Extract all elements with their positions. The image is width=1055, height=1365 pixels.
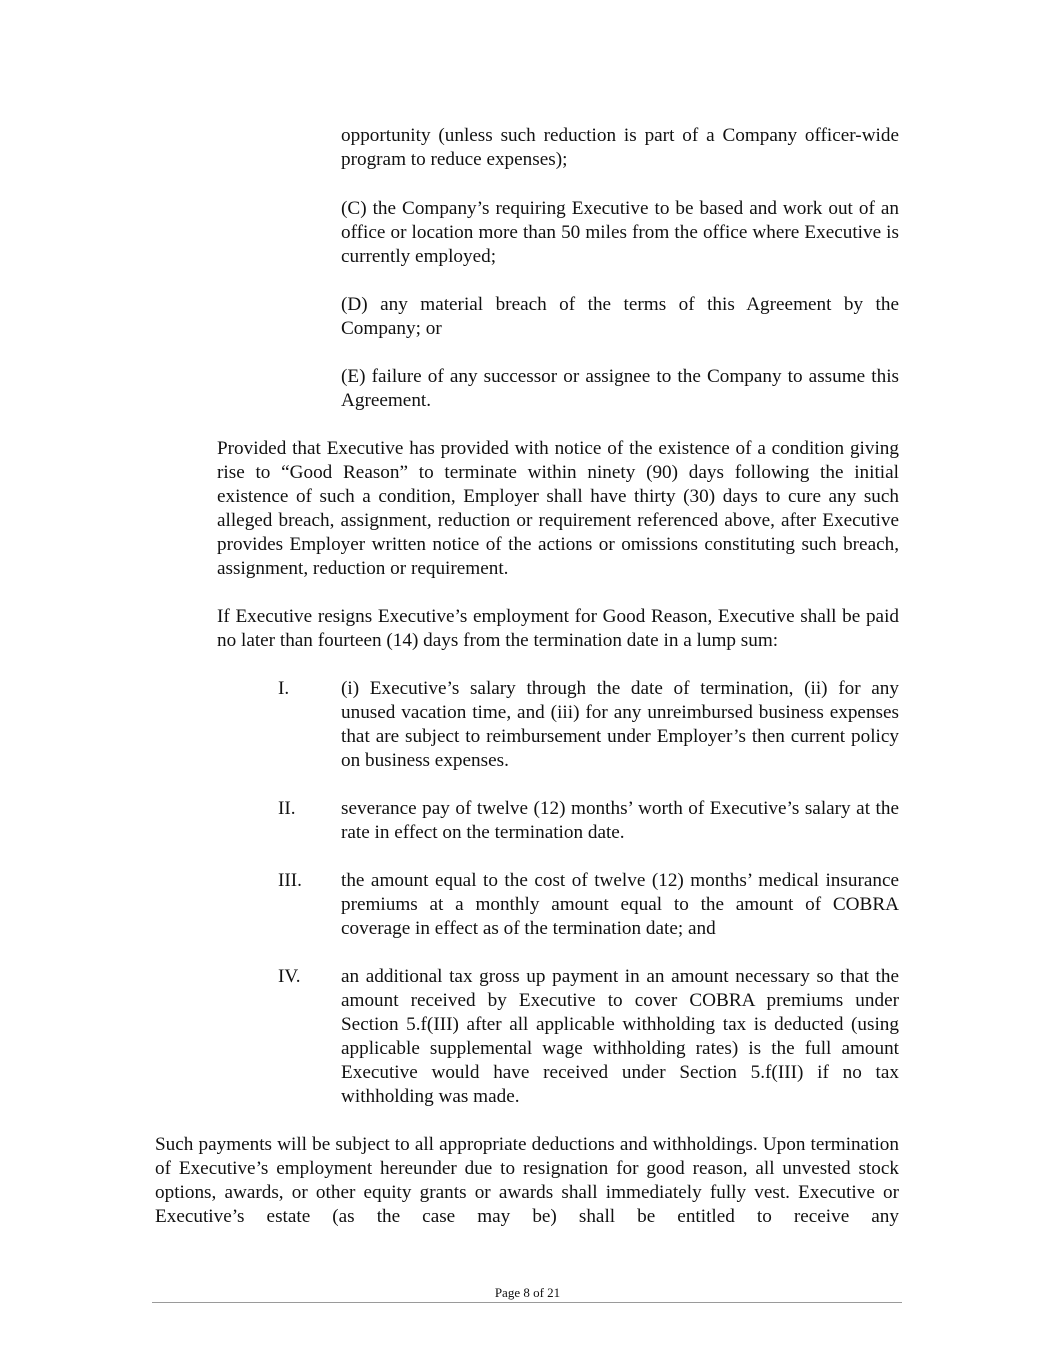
closing-paragraph: Such payments will be subject to all appropriate deductions and withholdings. Upon termination of Executive’s employment hereunder due to resignation for good reason, all unvested stock options, awards, or other equity grants or awards shall immediately fully vest. Executive or Executive’s estate (as the case may be) shall be entitled to receive any [155,1134,899,1227]
item-text-iii: the amount equal to the cost of twelve (12) months’ medical insurance premiums at a monthly amount equal to the amount of COBRA coverage in effect as of the termination date; and [341,870,899,939]
item-label-iv: IV. [278,966,301,987]
sub-item-c: (C) the Company’s requiring Executive to be based and work out of an office or location more than 50 miles from the office where Executive is currently employed; [341,198,899,267]
proviso-paragraph: Provided that Executive has provided with notice of the existence of a condition giving rise to “Good Reason” to terminate within ninety (90) days following the initial existence of such a condition, Employer shall have thirty (30) days to cure any such alleged breach, assignment, reduction or requirement referenced above, after Executive provides Employer written notice of the actions or omissions constituting such breach, assignment, reduction or requirement. [217,438,899,579]
item-label-i: I. [278,678,290,699]
resign-paragraph: If Executive resigns Executive’s employment for Good Reason, Executive shall be paid no later than fourteen (14) days from the termination date in a lump sum: [217,606,899,651]
item-label-ii: II. [278,798,296,819]
sub-item-b-continuation: opportunity (unless such reduction is part of a Company officer-wide program to reduce expenses); [341,125,899,170]
page-number: Page 8 of 21 [494,1285,561,1300]
item-text-iv: an additional tax gross up payment in an amount necessary so that the amount received by Executive to cover COBRA premiums under Section 5.f(III) after all applicable withholding tax is deducted (using applicable supplemental wage withholding rates) is the full amount Executive would have received under Section 5.f(III) if no tax withholding was made. [341,966,899,1107]
item-label-iii: III. [278,870,302,891]
item-text-ii: severance pay of twelve (12) months’ worth of Executive’s salary at the rate in effect on the termination date. [341,798,899,843]
footer-divider [152,1302,902,1303]
sub-item-e: (E) failure of any successor or assignee to the Company to assume this Agreement. [341,366,899,411]
item-text-i: (i) Executive’s salary through the date of termination, (ii) for any unused vacation time, and (iii) for any unreimbursed business expenses that are subject to reimbursement under Employer’s then current policy on business expenses. [341,678,899,771]
sub-item-d: (D) any material breach of the terms of this Agreement by the Company; or [341,294,899,339]
